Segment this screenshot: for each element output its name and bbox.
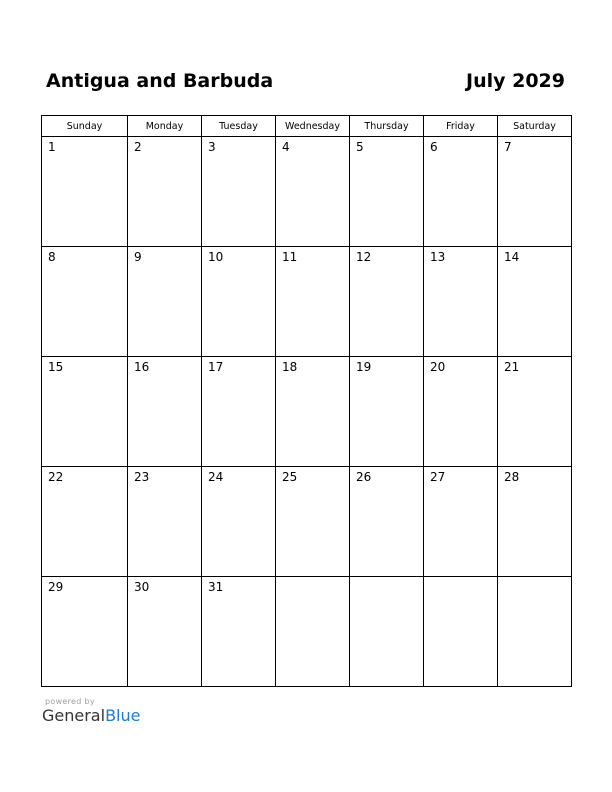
day-cell [42, 357, 128, 467]
day-cell [350, 247, 424, 357]
day-cell [498, 577, 572, 687]
day-number: 10 [208, 250, 224, 264]
day-number: 28 [504, 470, 520, 484]
day-cell [42, 577, 128, 687]
weekday-header: Tuesday [202, 116, 276, 137]
day-cell [42, 467, 128, 577]
day-cell [350, 357, 424, 467]
calendar-month-year: July 2029 [466, 70, 565, 92]
footer-branding [42, 697, 140, 725]
day-cell [128, 357, 202, 467]
day-number [498, 577, 571, 580]
day-number: 4 [282, 140, 290, 154]
day-cell [350, 467, 424, 577]
day-number: 13 [430, 250, 446, 264]
day-number: 19 [356, 360, 372, 374]
generalblue-logo [42, 706, 140, 725]
day-cell [498, 247, 572, 357]
week-row [42, 137, 572, 247]
day-cell [202, 357, 276, 467]
day-number: 22 [48, 470, 64, 484]
weekday-header: Monday [128, 116, 202, 137]
day-number: 16 [134, 360, 150, 374]
day-cell [128, 137, 202, 247]
day-cell [42, 247, 128, 357]
day-cell [424, 247, 498, 357]
day-number: 26 [356, 470, 372, 484]
day-number: 24 [208, 470, 224, 484]
day-cell [276, 467, 350, 577]
week-row [42, 467, 572, 577]
day-number: 7 [504, 140, 512, 154]
day-number: 31 [208, 580, 224, 594]
weekday-header: Sunday [42, 116, 128, 137]
day-number: 15 [48, 360, 64, 374]
day-cell [202, 577, 276, 687]
day-cell [42, 137, 128, 247]
day-cell [276, 357, 350, 467]
weekday-header: Wednesday [276, 116, 350, 137]
day-cell [128, 467, 202, 577]
day-cell [424, 577, 498, 687]
calendar-country-title: Antigua and Barbuda [46, 70, 274, 92]
day-cell [276, 247, 350, 357]
day-number [424, 577, 497, 580]
logo-text-general: General [42, 706, 106, 725]
day-cell [424, 467, 498, 577]
day-number: 21 [504, 360, 520, 374]
day-cell [128, 577, 202, 687]
day-number: 1 [48, 140, 56, 154]
day-cell [498, 357, 572, 467]
weekday-header: Friday [424, 116, 498, 137]
day-cell [350, 137, 424, 247]
day-number: 17 [208, 360, 224, 374]
day-number: 27 [430, 470, 446, 484]
day-number [350, 577, 423, 580]
day-cell [498, 467, 572, 577]
day-cell [202, 247, 276, 357]
day-number: 20 [430, 360, 446, 374]
weekday-header: Saturday [498, 116, 572, 137]
day-cell [276, 137, 350, 247]
day-cell [202, 137, 276, 247]
weekday-header-row [42, 116, 572, 137]
day-number: 30 [134, 580, 150, 594]
day-cell [202, 467, 276, 577]
day-number: 6 [430, 140, 438, 154]
day-number: 12 [356, 250, 372, 264]
day-number [276, 577, 349, 580]
day-cell [498, 137, 572, 247]
week-row [42, 577, 572, 687]
calendar-grid [41, 115, 572, 687]
day-number: 25 [282, 470, 298, 484]
powered-by-text: powered by [45, 697, 95, 706]
day-number: 23 [134, 470, 150, 484]
day-number: 9 [134, 250, 142, 264]
day-cell [424, 357, 498, 467]
day-number: 18 [282, 360, 298, 374]
week-row [42, 247, 572, 357]
week-row [42, 357, 572, 467]
day-number: 5 [356, 140, 364, 154]
day-number: 2 [134, 140, 142, 154]
day-cell [424, 137, 498, 247]
day-number: 3 [208, 140, 216, 154]
day-cell [350, 577, 424, 687]
day-number: 11 [282, 250, 298, 264]
day-cell [128, 247, 202, 357]
day-cell [276, 577, 350, 687]
logo-text-blue: Blue [105, 706, 141, 725]
day-number: 29 [48, 580, 64, 594]
weekday-header: Thursday [350, 116, 424, 137]
day-number: 8 [48, 250, 56, 264]
day-number: 14 [504, 250, 520, 264]
